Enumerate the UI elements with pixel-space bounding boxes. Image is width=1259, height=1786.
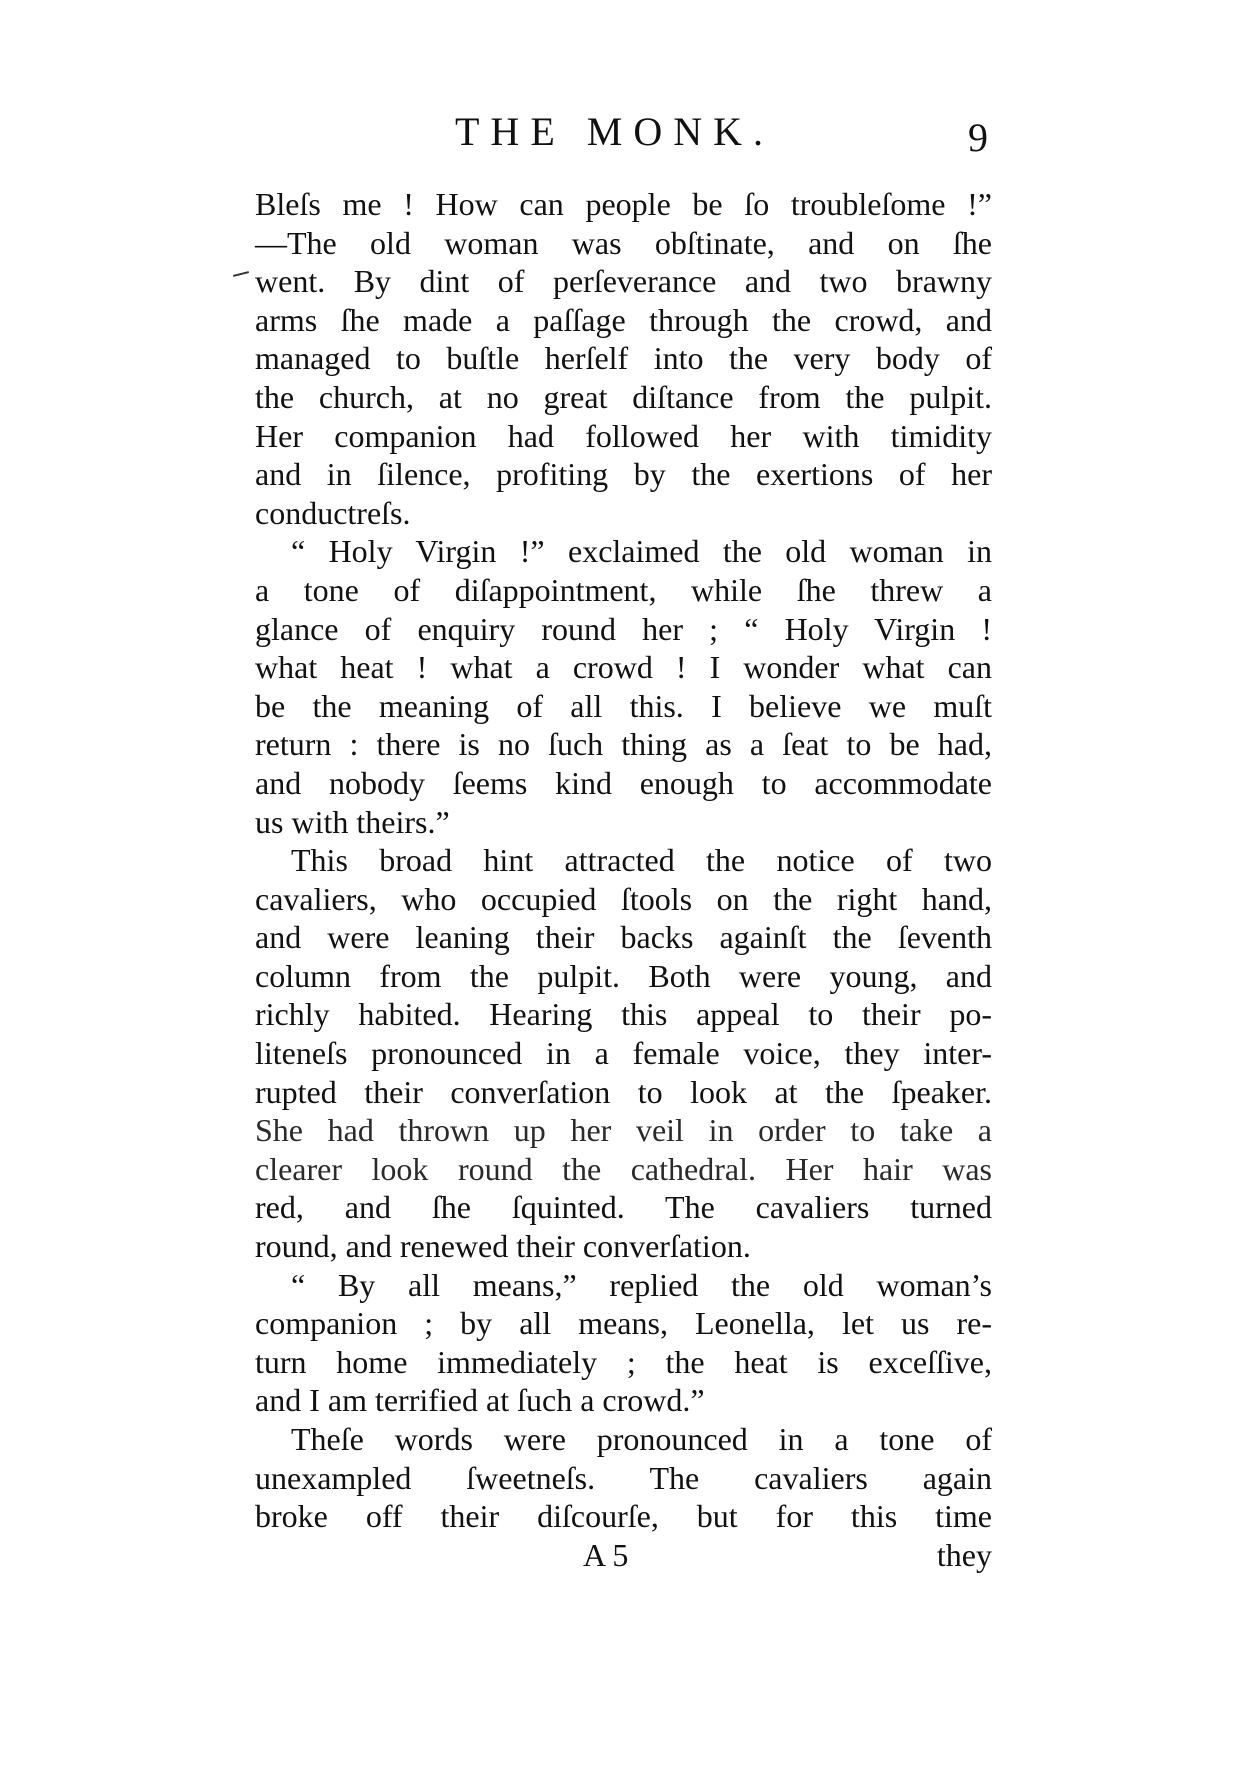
text-line: round, and renewed their converſation.	[255, 1228, 751, 1265]
text-line: a tone of diſappointment, while ſhe threw a	[255, 571, 992, 608]
text-line: the church, at no great diſtance from the pulpit.	[255, 378, 992, 415]
text-line: and I am terrified at ſuch a crowd.”	[255, 1382, 705, 1419]
running-title: THE MONK.	[455, 109, 774, 154]
text-line: Her companion had followed her with timidity	[255, 417, 992, 454]
text-line: conductreſs.	[255, 494, 411, 531]
page-number: 9	[968, 115, 988, 160]
text-line: red, and ſhe ſquinted. The cavaliers turned	[255, 1189, 992, 1226]
text-line: richly habited. Hearing this appeal to their po-	[255, 996, 992, 1033]
text-line: us with theirs.”	[255, 803, 450, 840]
text-line: turn home immediately ; the heat is exceſſive,	[255, 1343, 992, 1380]
text-line: and in ſilence, profiting by the exertions of her	[255, 456, 992, 493]
text-line: She had thrown up her veil in order to take a	[255, 1112, 992, 1149]
text-line: companion ; by all means, Leonella, let us re-	[255, 1305, 992, 1342]
text-line: “ By all means,” replied the old woman’s	[291, 1266, 992, 1303]
text-line: “ Holy Virgin !” exclaimed the old woman in	[291, 533, 992, 570]
text-line: glance of enquiry round her ; “ Holy Virgin !	[255, 610, 992, 647]
text-line: broke off their diſcourſe, but for this time	[255, 1498, 992, 1535]
text-line: return : there is no ſuch thing as a ſeat to be had,	[255, 726, 992, 763]
text-line: went. By dint of perſeverance and two brawny	[255, 263, 992, 300]
text-line: unexampled ſweetneſs. The cavaliers again	[255, 1459, 992, 1496]
text-line: managed to buſtle herſelf into the very body of	[255, 340, 992, 377]
margin-mark	[233, 271, 249, 277]
text-line: rupted their converſation to look at the ſpeaker.	[255, 1073, 992, 1110]
text-line: This broad hint attracted the notice of two	[291, 842, 992, 879]
text-line: Theſe words were pronounced in a tone of	[291, 1421, 992, 1457]
page-footer	[255, 1535, 992, 1575]
text-line: column from the pulpit. Both were young, and	[255, 957, 992, 994]
text-line: clearer look round the cathedral. Her hair was	[255, 1150, 992, 1187]
text-line: be the meaning of all this. I believe we muſt	[255, 687, 992, 724]
catchword: they	[936, 1537, 992, 1573]
text-line: and were leaning their backs againſt the ſeventh	[255, 919, 992, 956]
text-line: what heat ! what a crowd ! I wonder what can	[255, 649, 992, 686]
body-text	[255, 185, 992, 1536]
text-line: Bleſs me ! How can people be ſo troubleſome !”	[255, 186, 992, 222]
text-line: liteneſs pronounced in a female voice, they inter-	[255, 1035, 992, 1072]
text-line: arms ſhe made a paſſage through the crowd, and	[255, 301, 992, 338]
signature-mark: A 5	[583, 1537, 629, 1573]
text-line: cavaliers, who occupied ſtools on the right hand,	[255, 880, 992, 917]
text-line: —The old woman was obſtinate, and on ſhe	[255, 224, 992, 261]
text-line: and nobody ſeems kind enough to accommodate	[255, 764, 992, 801]
